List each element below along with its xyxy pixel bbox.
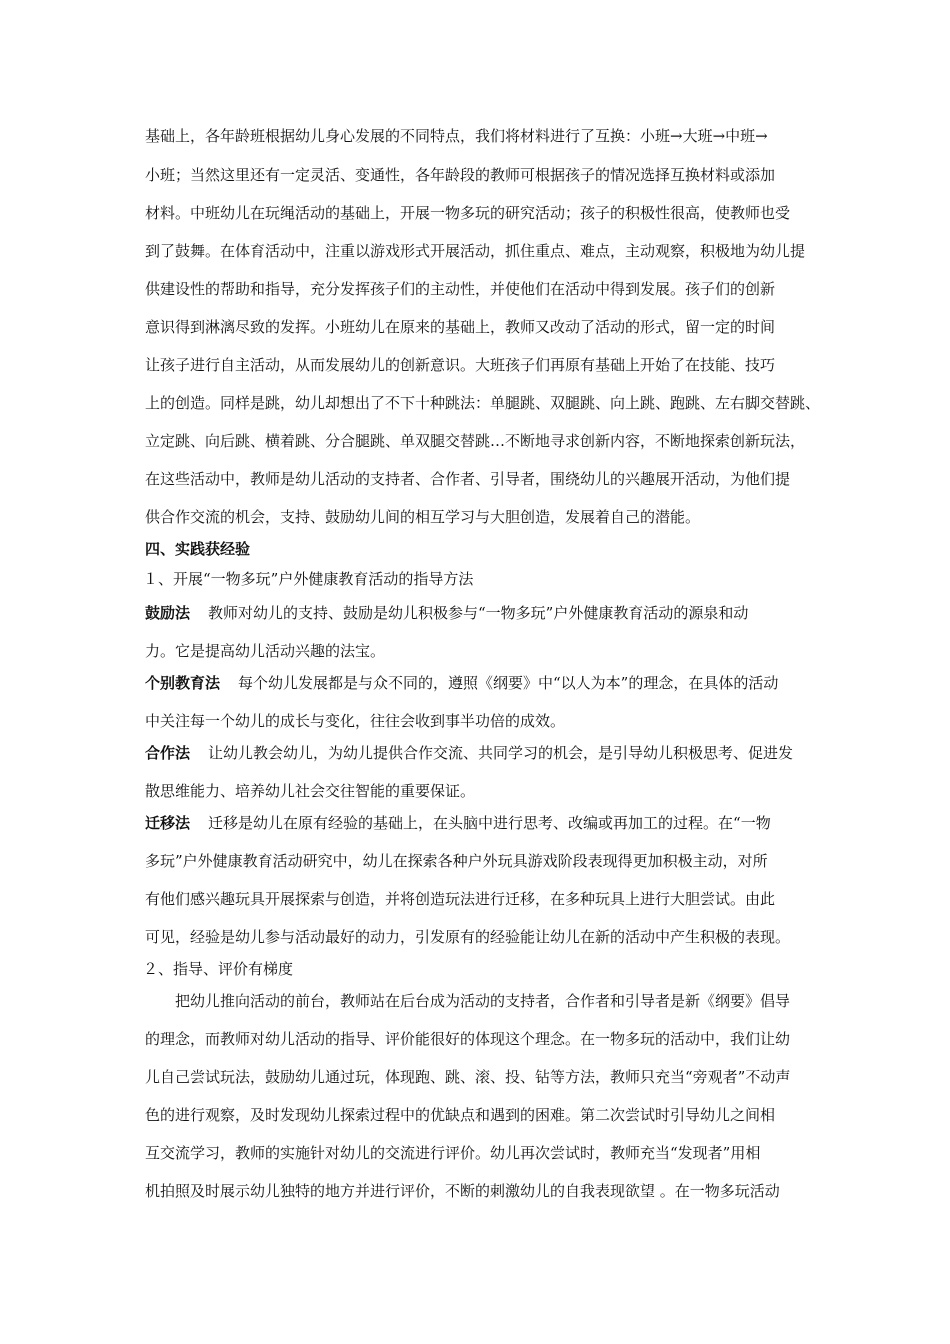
paragraph-line: 材料。中班幼儿在玩绳活动的基础上，开展一物多玩的研究活动；孩子的积极性很高，使教师也受: [145, 204, 791, 222]
paragraph-line: 的理念，而教师对幼儿活动的指导、评价能很好的体现这个理念。在一物多玩的活动中，我们让幼: [145, 1030, 791, 1048]
paragraph-line: 机拍照及时展示幼儿独特的地方并进行评价，不断的刺激幼儿的自我表现欲望 。在一物多玩活动: [145, 1182, 780, 1200]
paragraph-line: 把幼儿推向活动的前台，教师站在后台成为活动的支持者，合作者和引导者是新《纲要》倡导: [175, 992, 791, 1010]
method-text: 教师对幼儿的支持、鼓励是幼儿积极参与“一物多玩”户外健康教育活动的源泉和动: [208, 604, 749, 622]
paragraph-line: 互交流学习，教师的实施针对幼儿的交流进行评价。幼儿再次尝试时，教师充当“发现者”用相: [145, 1144, 761, 1162]
method-text: 可见，经验是幼儿参与活动最好的动力，引发原有的经验能让幼儿在新的活动中产生积极的表现。: [145, 928, 791, 946]
method-row: [145, 813, 771, 833]
paragraph-line: 供合作交流的机会，支持、鼓励幼儿间的相互学习与大胆创造，发展着自己的潜能。: [145, 508, 701, 526]
method-text: 力。它是提高幼儿活动兴趣的法宝。: [145, 642, 386, 660]
section-heading: 四、实践获经验: [145, 540, 251, 558]
method-row: [145, 743, 793, 763]
paragraph-line: 儿自己尝试玩法，鼓励幼儿通过玩，体现跑、跳、滚、投、钻等方法，教师只充当“旁观者”不动声: [145, 1068, 791, 1086]
method-text: 中关注每一个幼儿的成长与变化，往往会收到事半功倍的成效。: [145, 712, 566, 730]
method-text: 散思维能力、培养幼儿社会交往智能的重要保证。: [145, 782, 476, 800]
paragraph-line: 小班；当然这里还有一定灵活、变通性，各年龄段的教师可根据孩子的情况选择互换材料或添加: [145, 166, 776, 184]
method-term: 合作法: [145, 744, 191, 762]
paragraph-line: 色的进行观察，及时发现幼儿探索过程中的优缺点和遇到的困难。第二次尝试时引导幼儿之间相: [145, 1106, 776, 1124]
method-term: 个别教育法: [145, 674, 221, 692]
method-row: [145, 673, 778, 693]
method-text: 让幼儿教会幼儿，为幼儿提供合作交流、共同学习的机会，是引导幼儿积极思考、促进发: [208, 744, 794, 762]
paragraph-line: 意识得到淋漓尽致的发挥。小班幼儿在原来的基础上，教师又改动了活动的形式，留一定的时间: [145, 318, 776, 336]
paragraph-line: 立定跳、向后跳、横着跳、分合腿跳、单双腿交替跳…不断地寻求创新内容，不断地探索创新玩法，: [145, 432, 806, 450]
subsection-heading: １、开展“一物多玩”户外健康教育活动的指导方法: [143, 570, 474, 588]
paragraph-line: 让孩子进行自主活动，从而发展幼儿的创新意识。大班孩子们再原有基础上开始了在技能、技巧: [145, 356, 776, 374]
method-term: 鼓励法: [145, 604, 191, 622]
method-row: [145, 603, 748, 623]
method-text: 有他们感兴趣玩具开展探索与创造，并将创造玩法进行迁移，在多种玩具上进行大胆尝试。由此: [145, 890, 776, 908]
method-term: 迁移法: [145, 814, 191, 832]
paragraph-line: 在这些活动中，教师是幼儿活动的支持者、合作者、引导者，围绕幼儿的兴趣展开活动，为他们提: [145, 470, 791, 488]
method-text: 每个幼儿发展都是与众不同的，遵照《纲要》中“以人为本”的理念，在具体的活动: [238, 674, 779, 692]
method-text: 多玩”户外健康教育活动研究中，幼儿在探索各种户外玩具游戏阶段表现得更加积极主动，对所: [145, 852, 768, 870]
subsection-heading: ２、指导、评价有梯度: [143, 960, 294, 978]
paragraph-line: 基础上，各年龄班根据幼儿身心发展的不同特点，我们将材料进行了互换：小班→大班→中班→: [145, 127, 768, 145]
method-text: 迁移是幼儿在原有经验的基础上，在头脑中进行思考、改编或再加工的过程。在“一物: [208, 814, 771, 832]
paragraph-line: 上的创造。同样是跳，幼儿却想出了不下十种跳法：单腿跳、双腿跳、向上跳、跑跳、左右脚交替跳、: [145, 394, 821, 412]
paragraph-line: 到了鼓舞。在体育活动中，注重以游戏形式开展活动，抓住重点、难点，主动观察，积极地为幼儿提: [145, 242, 806, 260]
paragraph-line: 供建设性的帮助和指导，充分发挥孩子们的主动性，并使他们在活动中得到发展。孩子们的创新: [145, 280, 776, 298]
